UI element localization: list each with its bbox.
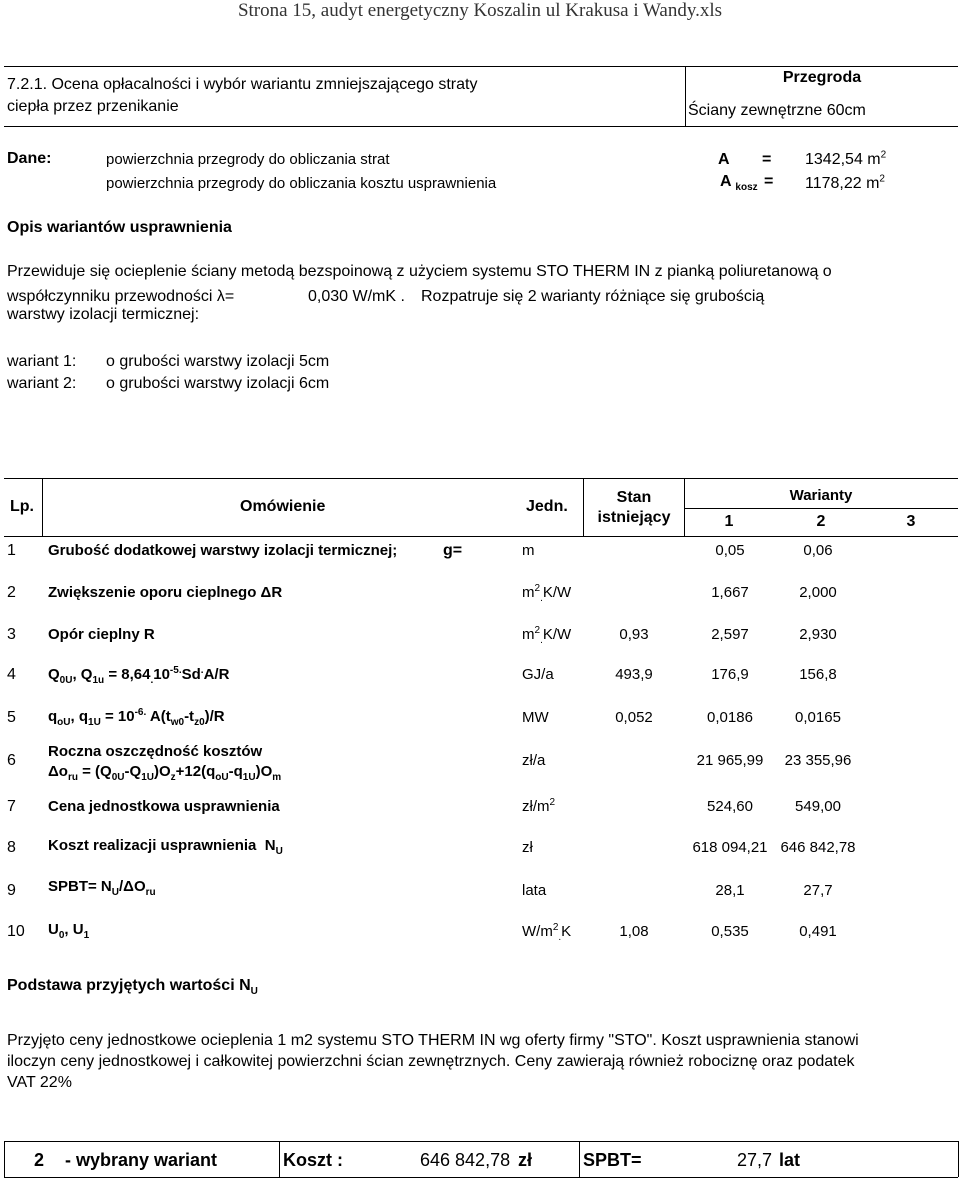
row-g-label: g=: [443, 542, 463, 559]
row-lp-2: 2: [7, 584, 16, 601]
row-unit-9: lata: [522, 882, 547, 899]
wariant2-label: wariant 2:: [7, 375, 77, 392]
summary-variant-label: - wybrany wariant: [65, 1150, 218, 1170]
warianty-subheader-line: [684, 508, 958, 509]
row-desc-10: $U_0$, $U_1$: [48, 921, 90, 941]
dane-row2-symbol: A $_{kosz}$: [720, 173, 758, 194]
table-top-border: [4, 478, 958, 479]
row-lp-10: 10: [7, 923, 25, 940]
summary-spbt-label: SPBT=: [583, 1150, 642, 1170]
row-6-w1: 21 965,99: [696, 752, 764, 769]
row-2-w1: 1,667: [711, 584, 749, 601]
row-1-w1: 0,05: [715, 542, 745, 559]
summary-left-border: [4, 1141, 5, 1177]
row-5-stan: 0,052: [615, 709, 653, 726]
dane-row2-value: 1178,22 $m^2$: [805, 173, 885, 192]
row-3-w1: 2,597: [711, 626, 749, 643]
row-desc-8: Koszt realizacji usprawnienia $N_U$: [48, 837, 283, 857]
row-6-w2: 23 355,96: [784, 752, 852, 769]
col-header-w2: 2: [816, 513, 826, 530]
row-desc-7: Cena jednostkowa usprawnienia: [48, 798, 280, 815]
opis-paragraph-line2-c: Rozpatruje się 2 warianty różniące się grubością: [421, 288, 765, 305]
opis-paragraph-line2-b: 0,030 W/mK .: [308, 288, 405, 305]
row-4-stan: 493,9: [615, 666, 653, 683]
podstawa-text: Przyjęto ceny jednostkowe ocieplenia 1 m2 systemu STO THERM IN wg oferty firmy "STO". Koszt usprawnienia stanowi iloczyn ceny jednostkowej i całkowitej powierzchni ścian zewnętrznych. Ceny zawierają również robociznę oraz podatek VAT 22%: [7, 1032, 859, 1091]
row-desc-9: SPBT= $N_U/\Delta O_{ru}$: [48, 878, 156, 898]
row-5-w1: 0,0186: [707, 709, 753, 726]
dane-row2-eq: =: [764, 173, 774, 190]
summary-right-border: [958, 1141, 959, 1177]
dane-row2-desc: powierzchnia przegrody do obliczania kosztu usprawnienia: [106, 175, 497, 192]
col-header-omowienie: Omówienie: [240, 498, 326, 515]
row-10-w2: 0,491: [799, 923, 837, 940]
opis-paragraph-line1: Przewiduje się ocieplenie ściany metodą bezspoinową z użyciem systemu STO THERM IN z pianką poliuretanową o: [7, 263, 832, 280]
summary-koszt-unit: zł: [518, 1150, 533, 1170]
row-desc-6: Roczna oszczędność kosztów $\Delta o_{ru} = (Q_{0U}-Q_{1U})O_z+12(q_{oU}-q_{1U})O_m$: [48, 743, 282, 783]
row-2-w2: 2,000: [799, 584, 837, 601]
summary-variant-number: 2: [34, 1150, 45, 1170]
row-4-w1: 176,9: [711, 666, 749, 683]
przegroda-label: Przegroda: [782, 69, 862, 86]
summary-top-border: [4, 1141, 958, 1142]
summary-koszt-label: Koszt :: [283, 1150, 343, 1170]
row-9-w2: 27,7: [803, 882, 833, 899]
summary-koszt-value: 646 842,78: [420, 1150, 511, 1170]
row-unit-7: $zł/m^2$: [522, 797, 556, 815]
wariant1-text: o grubości warstwy izolacji 5cm: [106, 353, 330, 370]
col-header-w3: 3: [906, 513, 916, 530]
dane-row1-eq: =: [762, 151, 772, 168]
podstawa-heading: Podstawa przyjętych wartości $N_U$: [7, 977, 258, 998]
przegroda-value: Ściany zewnętrzne 60cm: [688, 102, 866, 119]
row-desc-4: $Q_{0U}$, $Q_{1u} = 8,64_.10^{-5.}Sd^.A/R$: [48, 665, 230, 686]
col-header-jedn: Jedn.: [526, 498, 568, 515]
row-8-w1: 618 094,21: [692, 839, 768, 856]
row-4-w2: 156,8: [799, 666, 837, 683]
summary-spbt-value: 27,7: [737, 1150, 773, 1170]
row-unit-6: zł/a: [522, 752, 546, 769]
row-10-w1: 0,535: [711, 923, 749, 940]
row-unit-5: MW: [522, 709, 549, 726]
col-header-lp: Lp.: [10, 498, 34, 515]
row-unit-1: m: [522, 542, 535, 559]
title-bottom-border: [4, 126, 958, 127]
row-lp-4: 4: [7, 666, 16, 683]
row-lp-5: 5: [7, 709, 16, 726]
row-7-w2: 549,00: [795, 798, 841, 815]
row-10-stan: 1,08: [619, 923, 649, 940]
row-8-w2: 646 842,78: [780, 839, 856, 856]
row-lp-1: 1: [7, 542, 16, 559]
row-desc-3: Opór cieplny R: [48, 626, 155, 643]
col-header-stan: Stan istniejący: [597, 489, 671, 526]
row-desc-5: $q_{oU}$, $q_{1U} = 10^{-6.}$ $A(t_{w0}-t_{z0})/R$: [48, 707, 225, 728]
title-top-border: [4, 66, 958, 67]
row-desc-2: Zwiększenie oporu cieplnego ΔR: [48, 584, 283, 601]
row-unit-10: $W/m^2_.K$: [522, 922, 572, 943]
row-lp-7: 7: [7, 798, 16, 815]
row-unit-8: zł: [522, 839, 533, 856]
row-9-w1: 28,1: [715, 882, 745, 899]
opis-paragraph-line2-a: współczynniku przewodności λ=: [7, 288, 235, 305]
dane-row1-value: 1342,54 $m^2$: [805, 149, 887, 168]
row-lp-9: 9: [7, 882, 16, 899]
summary-divider-2: [579, 1141, 580, 1177]
col-header-warianty: Warianty: [789, 487, 853, 504]
row-lp-6: 6: [7, 752, 16, 769]
col-header-w1: 1: [724, 513, 734, 530]
row-lp-8: 8: [7, 839, 16, 856]
dane-label: Dane:: [7, 150, 52, 167]
opis-heading: Opis wariantów usprawnienia: [7, 219, 232, 236]
dane-row1-symbol: A: [718, 151, 730, 168]
dane-row1-desc: powierzchnia przegrody do obliczania strat: [106, 151, 390, 168]
wariant1-label: wariant 1:: [7, 353, 77, 370]
row-5-w2: 0,0165: [795, 709, 841, 726]
wariant2-text: o grubości warstwy izolacji 6cm: [106, 375, 330, 392]
table-header-bottom-border: [4, 536, 958, 537]
row-7-w1: 524,60: [707, 798, 753, 815]
row-unit-2: $m^2_.K/W$: [522, 583, 572, 604]
row-unit-4: GJ/a: [522, 666, 554, 683]
row-3-w2: 2,930: [799, 626, 837, 643]
summary-bottom-border: [4, 1177, 958, 1178]
row-3-stan: 0,93: [619, 626, 649, 643]
row-lp-3: 3: [7, 626, 16, 643]
row-1-w2: 0,06: [803, 542, 833, 559]
row-desc-1: Grubość dodatkowej warstwy izolacji termicznej;: [48, 542, 398, 559]
page-header: Strona 15, audyt energetyczny Koszalin ul Krakusa i Wandy.xls: [237, 0, 723, 21]
table-col-lp-border: [42, 478, 43, 536]
summary-spbt-unit: lat: [779, 1150, 801, 1170]
row-unit-3: $m^2_.K/W$: [522, 625, 572, 646]
opis-paragraph-line3: warstwy izolacji termicznej:: [7, 306, 200, 323]
summary-divider-1: [279, 1141, 280, 1177]
section-title: 7.2.1. Ocena opłacalności i wybór wariantu zmniejszającego straty ciepła przez przenikanie: [7, 76, 478, 115]
